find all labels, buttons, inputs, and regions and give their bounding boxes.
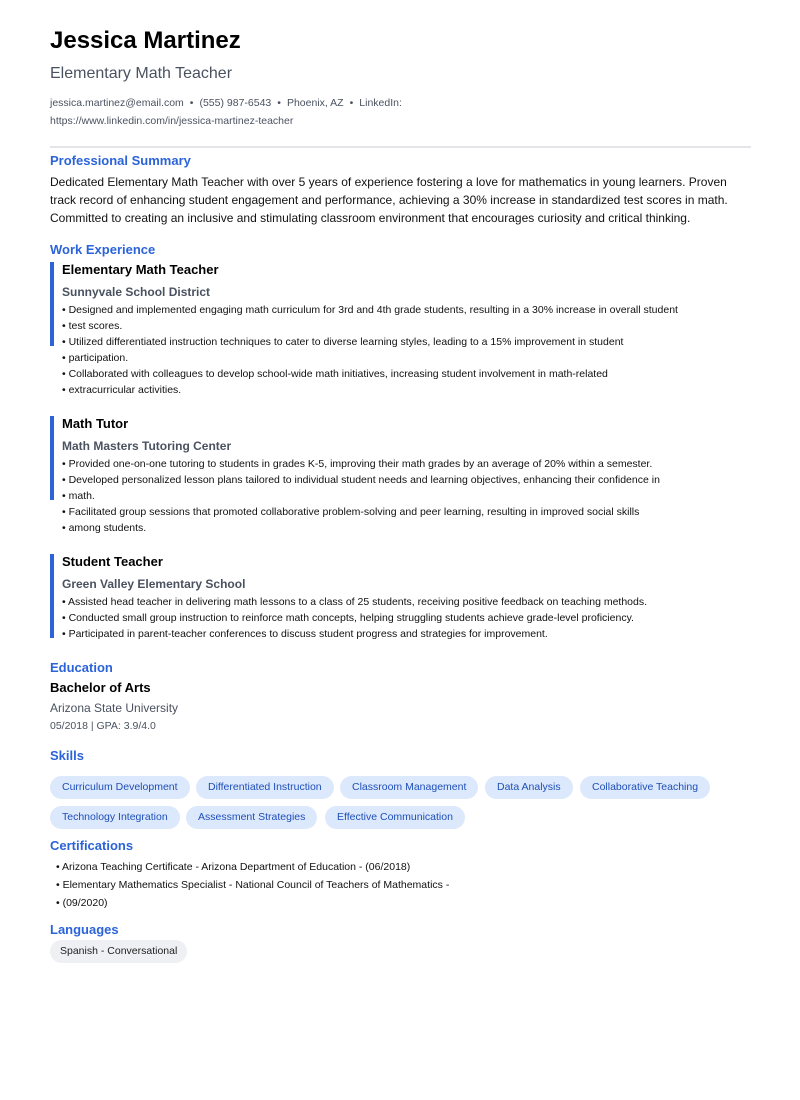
job-accent-bar bbox=[50, 554, 54, 638]
certification-item: • (09/2020) bbox=[56, 897, 108, 909]
contact-linkedin-url[interactable]: https://www.linkedin.com/in/jessica-martinez-teacher bbox=[50, 115, 294, 127]
header-divider bbox=[50, 146, 751, 148]
candidate-name: Jessica Martinez bbox=[50, 27, 241, 54]
language-chip: Spanish - Conversational bbox=[50, 940, 187, 963]
contact-info bbox=[50, 94, 450, 130]
education-school: Arizona State University bbox=[50, 701, 179, 715]
bullet-line: • extracurricular activities. bbox=[62, 384, 182, 396]
skill-chip: Data Analysis bbox=[485, 776, 573, 799]
bullet-line: • Designed and implemented engaging math curriculum for 3rd and 4th grade students, resulting in a 30% increase in overall student bbox=[62, 304, 678, 316]
bullet-line: • test scores. bbox=[62, 320, 123, 332]
contact-location: Phoenix, AZ bbox=[286, 97, 344, 109]
job-organization: Green Valley Elementary School bbox=[62, 577, 246, 591]
skill-chip: Classroom Management bbox=[340, 776, 478, 799]
job-organization: Math Masters Tutoring Center bbox=[62, 439, 232, 453]
certifications-list bbox=[56, 858, 449, 912]
skill-chip: Differentiated Instruction bbox=[196, 776, 334, 799]
bullet-line: • Collaborated with colleagues to develop school-wide math initiatives, increasing student involvement in math-related bbox=[62, 368, 608, 380]
job-title: Student Teacher bbox=[62, 554, 163, 569]
skill-chip: Collaborative Teaching bbox=[580, 776, 710, 799]
bullet-line: • Utilized differentiated instruction techniques to cater to diverse learning styles, leading to a 15% improvement in student bbox=[62, 336, 624, 348]
summary-text bbox=[50, 173, 751, 227]
bullet-line: • Assisted head teacher in delivering math lessons to a class of 25 students, receiving positive feedback on teaching methods. bbox=[62, 596, 648, 608]
section-heading-certifications: Certifications bbox=[50, 838, 134, 853]
bullet-line: • Developed personalized lesson plans tailored to individual student needs and learning objectives, enhancing their confidence in bbox=[62, 474, 660, 486]
summary-line: Committed to creating an inclusive and stimulating classroom environment that encourages curiosity and critical thinking. bbox=[50, 211, 691, 225]
job-accent-bar bbox=[50, 262, 54, 346]
job-bullets bbox=[62, 456, 702, 536]
job-title: Math Tutor bbox=[62, 416, 129, 431]
bullet-line: • Conducted small group instruction to reinforce math concepts, helping struggling students achieve grade-level proficiency. bbox=[62, 612, 634, 624]
bullet-line: • Participated in parent-teacher conferences to discuss student progress and strategies for improvement. bbox=[62, 628, 548, 640]
bullet-line: • among students. bbox=[62, 522, 147, 534]
section-heading-summary: Professional Summary bbox=[50, 153, 191, 168]
contact-separator: • bbox=[189, 97, 194, 109]
section-heading-skills: Skills bbox=[50, 748, 84, 763]
skill-chip: Assessment Strategies bbox=[186, 806, 317, 829]
contact-phone: (555) 987-6543 bbox=[199, 97, 272, 109]
summary-line: Dedicated Elementary Math Teacher with over 5 years of experience fostering a love for mathematics in young learners. Proven bbox=[50, 175, 727, 189]
contact-linkedin-label: LinkedIn: bbox=[359, 97, 402, 109]
contact-separator: • bbox=[277, 97, 281, 109]
job-title: Elementary Math Teacher bbox=[62, 262, 219, 277]
bullet-line: • Provided one-on-one tutoring to students in grades K-5, improving their math grades by an average of 20% within a semester. bbox=[62, 458, 653, 470]
contact-email[interactable]: jessica.martinez@email.com bbox=[50, 97, 184, 109]
contact-separator: • bbox=[349, 97, 354, 109]
skill-chip: Effective Communication bbox=[325, 806, 465, 829]
skill-chip: Curriculum Development bbox=[50, 776, 190, 799]
education-meta: 05/2018 | GPA: 3.9/4.0 bbox=[50, 720, 156, 732]
job-accent-bar bbox=[50, 416, 54, 500]
bullet-line: • participation. bbox=[62, 352, 129, 364]
bullet-line: • math. bbox=[62, 490, 95, 502]
certification-item: • Elementary Mathematics Specialist - National Council of Teachers of Mathematics - bbox=[56, 879, 450, 891]
bullet-line: • Facilitated group sessions that promoted collaborative problem-solving and peer learning, resulting in improved social skills bbox=[62, 506, 640, 518]
job-bullets bbox=[62, 594, 702, 642]
education-degree: Bachelor of Arts bbox=[50, 680, 151, 695]
certification-item: • Arizona Teaching Certificate - Arizona Department of Education - (06/2018) bbox=[56, 861, 411, 873]
section-heading-experience: Work Experience bbox=[50, 242, 156, 257]
job-organization: Sunnyvale School District bbox=[62, 285, 211, 299]
job-bullets bbox=[62, 302, 702, 398]
summary-line: track record of enhancing student engagement and performance, achieving a 30% increase in standardized test scores in math. bbox=[50, 193, 728, 207]
skill-chip: Technology Integration bbox=[50, 806, 180, 829]
section-heading-education: Education bbox=[50, 660, 113, 675]
candidate-title: Elementary Math Teacher bbox=[50, 65, 233, 82]
section-heading-languages: Languages bbox=[50, 922, 119, 937]
